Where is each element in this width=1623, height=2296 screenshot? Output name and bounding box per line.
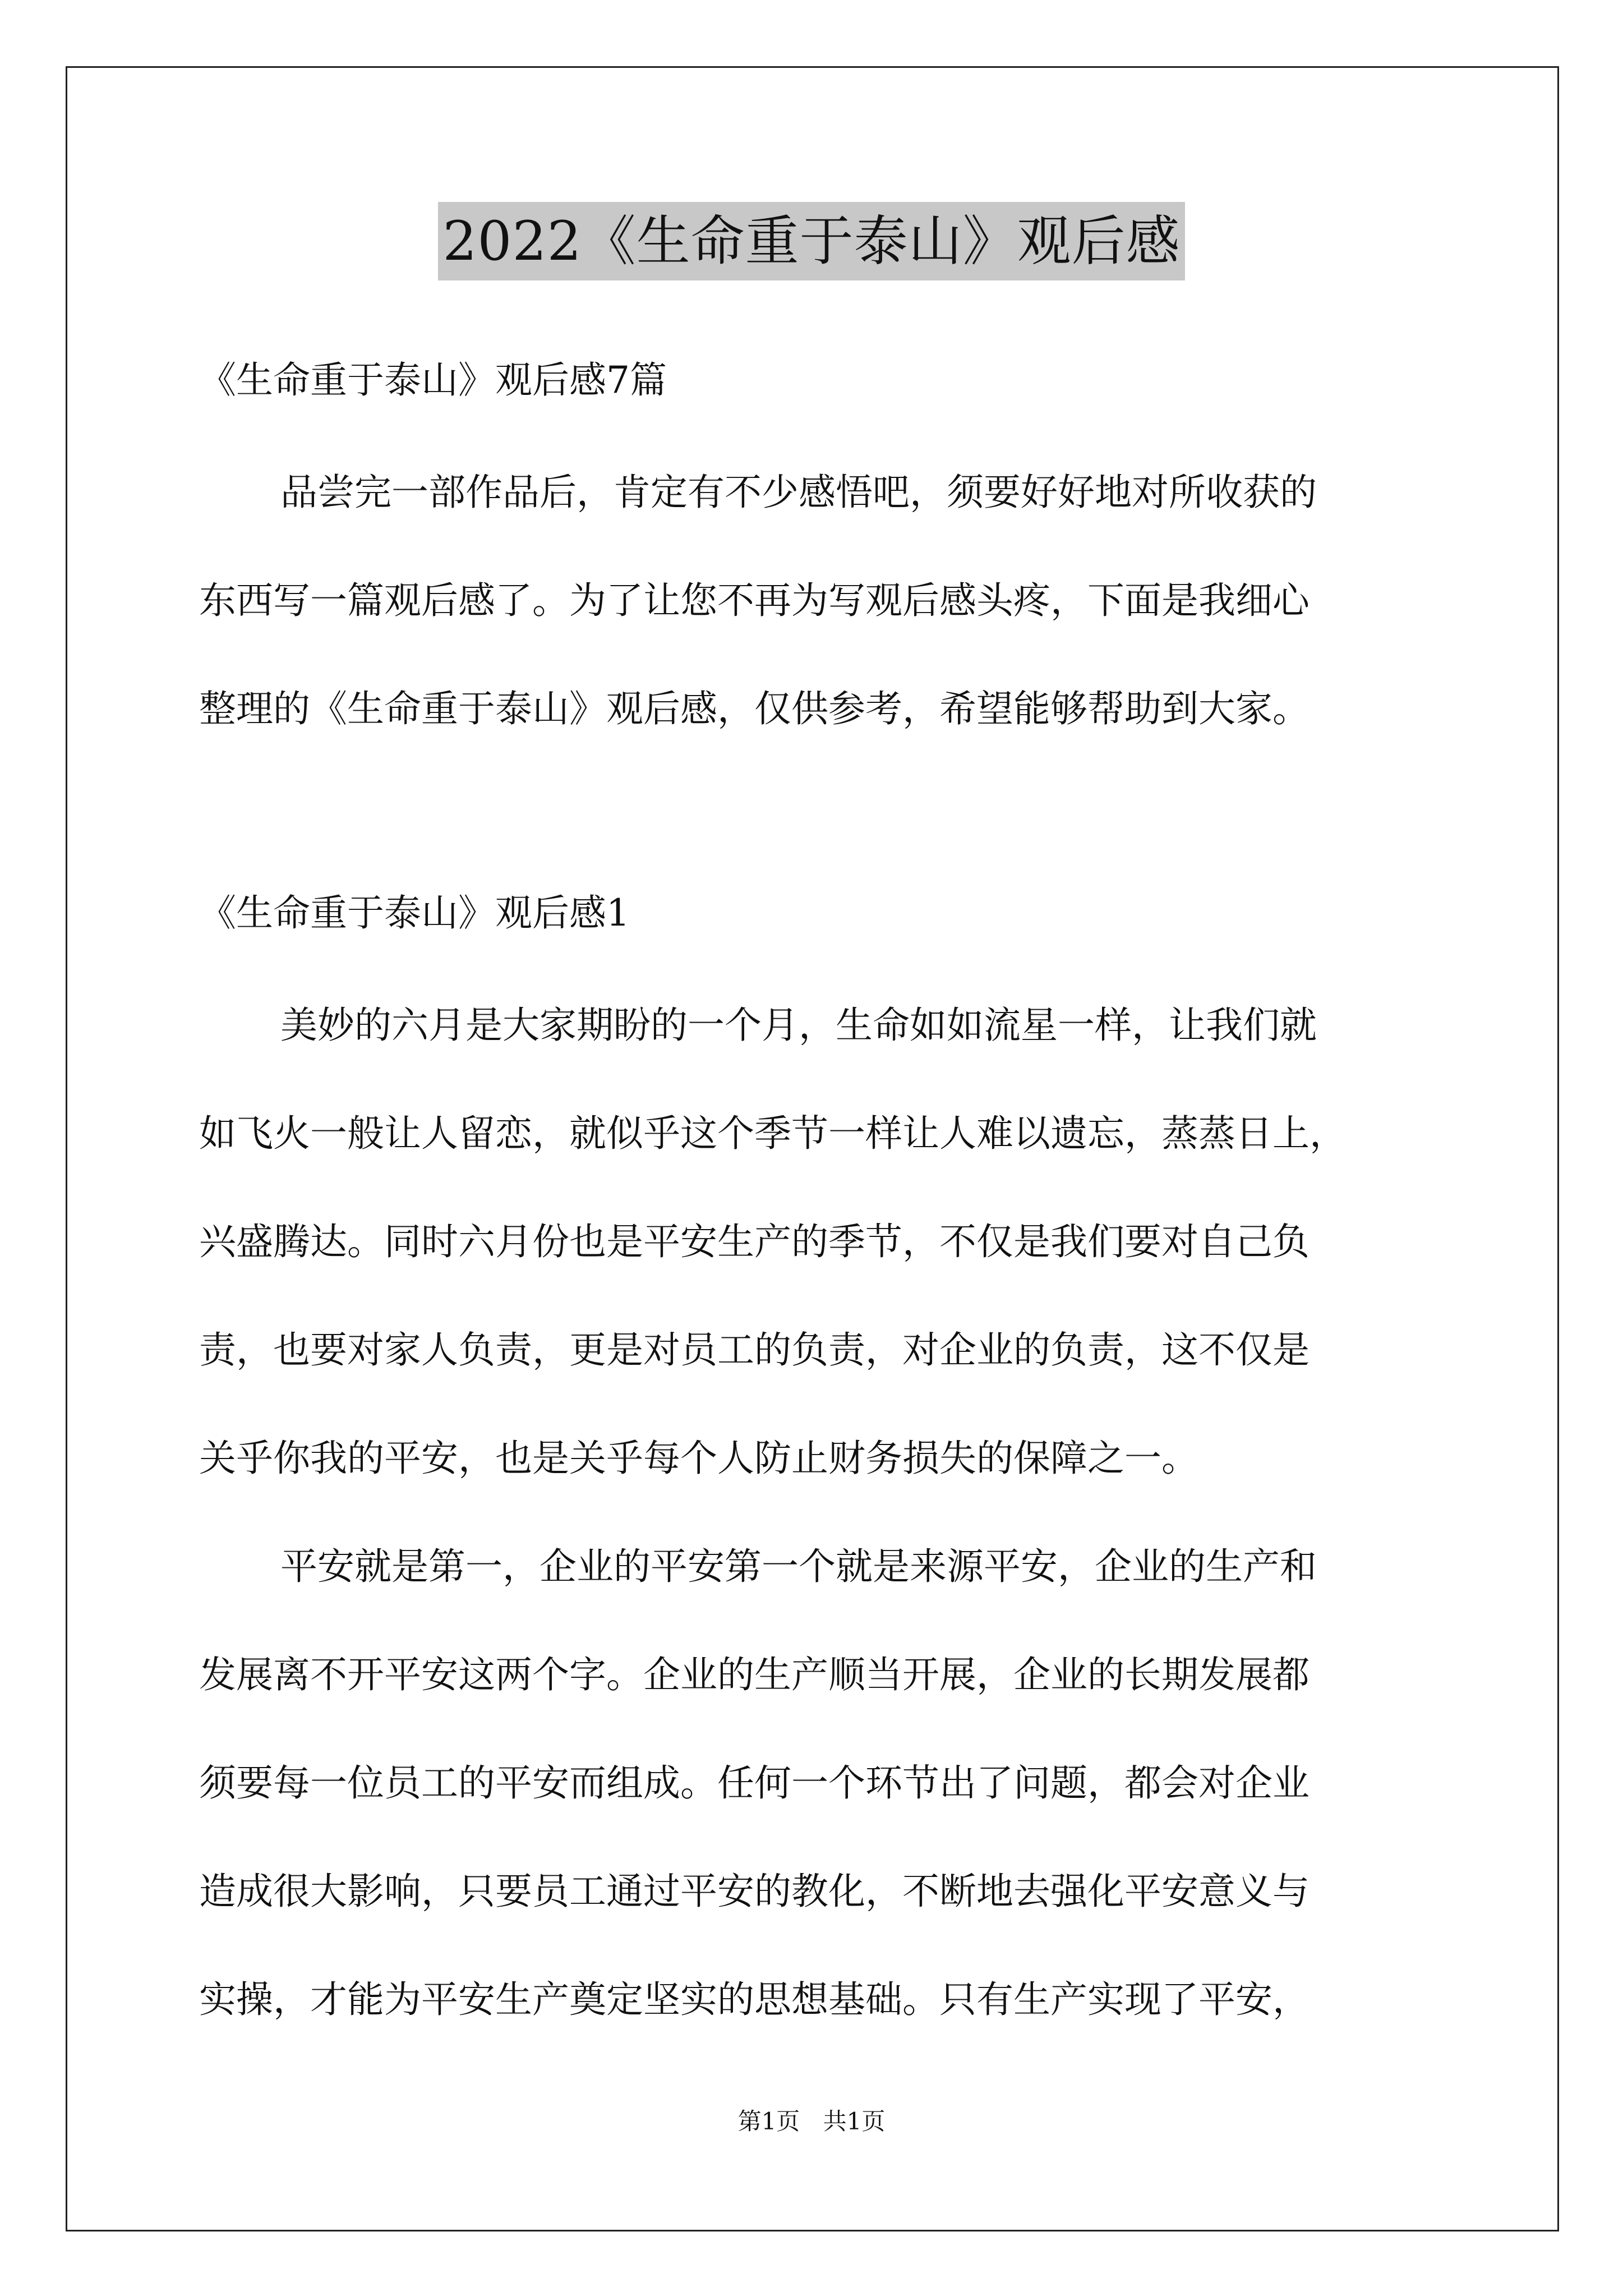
document-title: 2022《生命重于泰山》观后感: [438, 202, 1184, 280]
intro-line: 东西写一篇观后感了。为了让您不再为写观后感头疼，下面是我细心: [199, 579, 1310, 622]
page-total: 共1页: [823, 2108, 886, 2135]
paragraph-line: 须要每一位员工的平安而组成。任何一个环节出了问题，都会对企业: [199, 1761, 1310, 1805]
paragraph-line: 发展离不开平安这两个字。企业的生产顺当开展，企业的长期发展都: [199, 1653, 1310, 1696]
title-container: [0, 202, 1623, 280]
section-heading: 《生命重于泰山》观后感1: [199, 891, 630, 935]
paragraph-line: 兴盛腾达。同时六月份也是平安生产的季节，不仅是我们要对自己负: [199, 1220, 1310, 1263]
document-subtitle: 《生命重于泰山》观后感7篇: [199, 358, 667, 402]
intro-line: 品尝完一部作品后，肯定有不少感悟吧，须要好好地对所收获的: [280, 471, 1317, 514]
paragraph-line: 如飞火一般让人留恋，就似乎这个季节一样让人难以遗忘，蒸蒸日上，: [199, 1112, 1347, 1155]
paragraph-line: 美妙的六月是大家期盼的一个月，生命如如流星一样，让我们就: [280, 1004, 1317, 1047]
paragraph-line: 造成很大影响，只要员工通过平安的教化，不断地去强化平安意义与: [199, 1870, 1310, 1913]
page-number: 第1页: [737, 2108, 800, 2135]
page-footer: [0, 2105, 1623, 2138]
paragraph-line: 责，也要对家人负责，更是对员工的负责，对企业的负责，这不仅是: [199, 1328, 1310, 1372]
paragraph-line: 关乎你我的平安，也是关乎每个人防止财务损失的保障之一。: [199, 1437, 1198, 1480]
paragraph-line: 实操，才能为平安生产奠定坚实的思想基础。只有生产实现了平安，: [199, 1978, 1310, 2021]
intro-line: 整理的《生命重于泰山》观后感，仅供参考，希望能够帮助到大家。: [199, 687, 1310, 730]
paragraph-line: 平安就是第一，企业的平安第一个就是来源平安，企业的生产和: [280, 1545, 1317, 1588]
